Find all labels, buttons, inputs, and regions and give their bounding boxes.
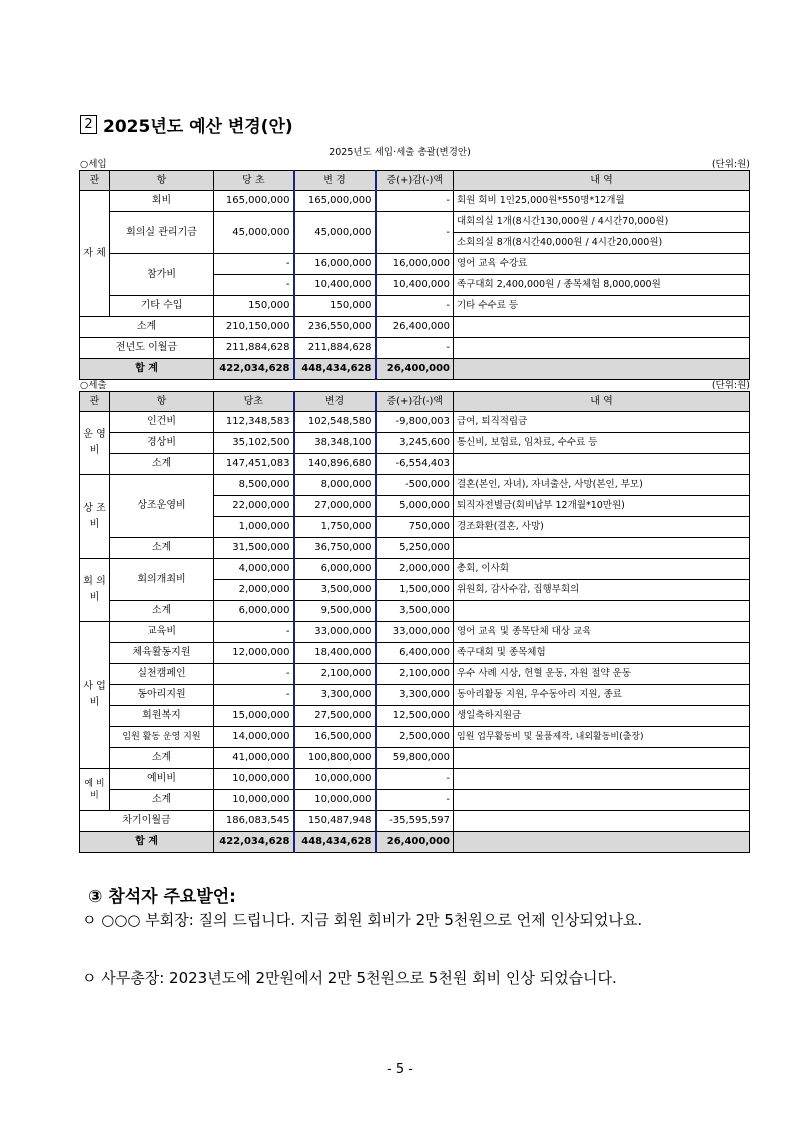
orig-cell: 14,000,000 [214, 727, 294, 748]
orig-cell: - [214, 254, 294, 275]
diff-cell: 2,000,000 [376, 559, 454, 580]
table-row [80, 191, 750, 212]
diff-cell: 1,500,000 [376, 580, 454, 601]
subtotal-row [80, 790, 750, 811]
diff-cell: -35,595,597 [376, 811, 454, 832]
income-label: ○세입 [80, 159, 107, 170]
changed-cell: 10,000,000 [294, 790, 376, 811]
diff-cell: 2,500,000 [376, 727, 454, 748]
orig-cell: - [214, 685, 294, 706]
changed-cell: 236,550,000 [294, 317, 376, 338]
table-row [80, 685, 750, 706]
subtotal-row [80, 317, 750, 338]
desc-cell: 생일축하지원금 [454, 706, 750, 727]
diff-cell: 3,300,000 [376, 685, 454, 706]
diff-cell: 3,245,600 [376, 433, 454, 454]
item-cell: 소계 [110, 790, 214, 811]
subtotal-row [80, 748, 750, 769]
income-subheader [80, 156, 750, 170]
item-cell: 소계 [110, 601, 214, 622]
expense-unit: (단위:원) [711, 380, 750, 391]
item-cell: 회의실 관리기금 [110, 212, 214, 254]
changed-cell: 18,400,000 [294, 643, 376, 664]
desc-cell [454, 317, 750, 338]
item-cell: 상조운영비 [110, 475, 214, 538]
expense-label: ○세출 [80, 380, 107, 391]
orig-cell: 8,500,000 [214, 475, 294, 496]
group-label: 자 체 [80, 191, 110, 317]
desc-cell [454, 601, 750, 622]
item-cell: 전년도 이월금 [80, 338, 214, 359]
col-header: 변 경 [294, 171, 376, 191]
orig-cell: 12,000,000 [214, 643, 294, 664]
diff-cell: 12,500,000 [376, 706, 454, 727]
table-row [80, 727, 750, 748]
desc-cell: 퇴직자전별금(회비납부 12개월*10만원) [454, 496, 750, 517]
diff-cell: - [376, 769, 454, 790]
diff-cell: 5,000,000 [376, 496, 454, 517]
item-cell: 인건비 [110, 412, 214, 433]
orig-cell: 10,000,000 [214, 790, 294, 811]
item-cell: 회원복지 [110, 706, 214, 727]
diff-cell: - [376, 790, 454, 811]
item-cell: 소계 [110, 454, 214, 475]
orig-cell: 422,034,628 [214, 359, 294, 380]
changed-cell: 16,000,000 [294, 254, 376, 275]
changed-cell: 38,348,100 [294, 433, 376, 454]
col-header: 항 [110, 392, 214, 412]
desc-cell: 급여, 퇴직적립금 [454, 412, 750, 433]
item-cell: 동아리지원 [110, 685, 214, 706]
col-header: 증(+)감(-)액 [376, 392, 454, 412]
desc-cell: 경조화환(결혼, 사망) [454, 517, 750, 538]
table-row [80, 254, 750, 275]
desc-cell: 우수 사례 시상, 헌혈 운동, 자원 절약 운동 [454, 664, 750, 685]
orig-cell: 147,451,083 [214, 454, 294, 475]
changed-cell: 27,000,000 [294, 496, 376, 517]
changed-cell: 150,487,948 [294, 811, 376, 832]
table-row [80, 622, 750, 643]
col-header: 내 역 [454, 392, 750, 412]
table-row [80, 769, 750, 790]
diff-cell: 26,400,000 [376, 359, 454, 380]
changed-cell: 102,548,580 [294, 412, 376, 433]
table-row [80, 412, 750, 433]
item-cell: 소계 [110, 748, 214, 769]
orig-cell: 422,034,628 [214, 832, 294, 853]
diff-cell: 59,800,000 [376, 748, 454, 769]
desc-cell [454, 832, 750, 853]
diff-cell: 33,000,000 [376, 622, 454, 643]
diff-cell: 26,400,000 [376, 832, 454, 853]
table-row [80, 706, 750, 727]
changed-cell: 10,400,000 [294, 275, 376, 296]
diff-cell: 26,400,000 [376, 317, 454, 338]
diff-cell: -500,000 [376, 475, 454, 496]
item-cell: 합 계 [80, 359, 214, 380]
item-cell: 차기이월금 [80, 811, 214, 832]
desc-cell [454, 454, 750, 475]
diff-cell: -9,800,003 [376, 412, 454, 433]
orig-cell: 10,000,000 [214, 769, 294, 790]
changed-cell: 140,896,680 [294, 454, 376, 475]
item-cell: 기타 수입 [110, 296, 214, 317]
diff-cell: - [376, 338, 454, 359]
carry-row [80, 811, 750, 832]
section-2-title [80, 112, 293, 137]
changed-cell: 6,000,000 [294, 559, 376, 580]
table-row [80, 664, 750, 685]
total-row [80, 832, 750, 853]
changed-cell: 16,500,000 [294, 727, 376, 748]
desc-cell: 회원 회비 1인25,000원*550명*12개월 [454, 191, 750, 212]
changed-cell: 10,000,000 [294, 769, 376, 790]
desc-cell: 족구대회 및 종목체험 [454, 643, 750, 664]
diff-cell: - [376, 296, 454, 317]
orig-cell: 41,000,000 [214, 748, 294, 769]
income-unit: (단위:원) [711, 159, 750, 170]
col-header: 내 역 [454, 171, 750, 191]
desc-cell: 영어 교육 및 종목단체 대상 교육 [454, 622, 750, 643]
expense-table [79, 391, 750, 853]
subtotal-row [80, 601, 750, 622]
desc-cell: 통신비, 보험료, 임차료, 수수료 등 [454, 433, 750, 454]
item-cell: 회의개최비 [110, 559, 214, 601]
table-row [80, 212, 750, 233]
changed-cell: 1,750,000 [294, 517, 376, 538]
table-row [80, 643, 750, 664]
changed-cell: 448,434,628 [294, 359, 376, 380]
desc-cell: 족구대회 2,400,000원 / 종목체험 8,000,000원 [454, 275, 750, 296]
desc-cell: 결혼(본인, 자녀), 자녀출산, 사망(본인, 부모) [454, 475, 750, 496]
orig-cell: - [214, 275, 294, 296]
orig-cell: 15,000,000 [214, 706, 294, 727]
expense-subheader [80, 377, 750, 391]
group-label: 상 조 비 [80, 475, 110, 559]
desc-cell [454, 790, 750, 811]
income-table [79, 170, 750, 380]
desc-cell [454, 748, 750, 769]
desc-cell [454, 538, 750, 559]
item-cell: 경상비 [110, 433, 214, 454]
remark-paragraph: ㅇ ○○○ 부회장: 질의 드립니다. 지금 회원 회비가 2만 5천원으로 언제 인상되었나요. [82, 911, 643, 929]
diff-cell: 16,000,000 [376, 254, 454, 275]
subtotal-row [80, 538, 750, 559]
orig-cell: 6,000,000 [214, 601, 294, 622]
col-header: 항 [110, 171, 214, 191]
page-number: - 5 - [387, 1062, 413, 1077]
orig-cell: 112,348,583 [214, 412, 294, 433]
table-row [80, 475, 750, 496]
diff-cell: 2,100,000 [376, 664, 454, 685]
item-cell: 교육비 [110, 622, 214, 643]
group-label: 예 비 비 [80, 769, 110, 811]
orig-cell: - [214, 664, 294, 685]
item-cell: 참가비 [110, 254, 214, 296]
changed-cell: 165,000,000 [294, 191, 376, 212]
col-header: 증(+)감(-)액 [376, 171, 454, 191]
item-cell: 실천캠페인 [110, 664, 214, 685]
changed-cell: 8,000,000 [294, 475, 376, 496]
item-cell: 체육활동지원 [110, 643, 214, 664]
desc-cell [454, 338, 750, 359]
changed-cell: 3,500,000 [294, 580, 376, 601]
remark-paragraph: ㅇ 사무총장: 2023년도에 2만원에서 2만 5천원으로 5천원 회비 인상 되었습니다. [82, 969, 617, 987]
orig-cell: 1,000,000 [214, 517, 294, 538]
section-title-text: 2025년도 예산 변경(안) [103, 117, 293, 137]
subtotal-row [80, 454, 750, 475]
diff-cell: 750,000 [376, 517, 454, 538]
table-row [80, 433, 750, 454]
diff-cell: -6,554,403 [376, 454, 454, 475]
desc-cell: 영어 교육 수강료 [454, 254, 750, 275]
changed-cell: 33,000,000 [294, 622, 376, 643]
table-row [80, 559, 750, 580]
desc-cell: 소회의실 8개(8시간40,000원 / 4시간20,000원) [454, 233, 750, 254]
changed-cell: 3,300,000 [294, 685, 376, 706]
diff-cell: - [376, 212, 454, 254]
section-3-title: ③ 참석자 주요발언: [88, 887, 236, 907]
diff-cell: 5,250,000 [376, 538, 454, 559]
orig-cell: 211,884,628 [214, 338, 294, 359]
table-row [80, 296, 750, 317]
changed-cell: 27,500,000 [294, 706, 376, 727]
orig-cell: 31,500,000 [214, 538, 294, 559]
item-cell: 예비비 [110, 769, 214, 790]
col-header: 당 초 [214, 171, 294, 191]
group-label: 운 영 비 [80, 412, 110, 475]
changed-cell: 36,750,000 [294, 538, 376, 559]
income-header-row [80, 171, 750, 191]
changed-cell: 100,800,000 [294, 748, 376, 769]
orig-cell: 210,150,000 [214, 317, 294, 338]
changed-cell: 150,000 [294, 296, 376, 317]
changed-cell: 211,884,628 [294, 338, 376, 359]
orig-cell: 4,000,000 [214, 559, 294, 580]
section-number-box: 2 [80, 115, 97, 134]
orig-cell: 186,083,545 [214, 811, 294, 832]
changed-cell: 9,500,000 [294, 601, 376, 622]
orig-cell: - [214, 622, 294, 643]
item-cell: 회비 [110, 191, 214, 212]
changed-cell: 2,100,000 [294, 664, 376, 685]
item-cell: 소계 [80, 317, 214, 338]
group-label: 사 업 비 [80, 622, 110, 769]
col-header: 변경 [294, 392, 376, 412]
orig-cell: 35,102,500 [214, 433, 294, 454]
item-cell: 임원 활동 운영 지원 [110, 727, 214, 748]
changed-cell: 45,000,000 [294, 212, 376, 254]
orig-cell: 45,000,000 [214, 212, 294, 254]
desc-cell [454, 769, 750, 790]
desc-cell: 대회의실 1개(8시간130,000원 / 4시간70,000원) [454, 212, 750, 233]
expense-header-row [80, 392, 750, 412]
desc-cell: 위원회, 감사수감, 집행부회의 [454, 580, 750, 601]
diff-cell: 10,400,000 [376, 275, 454, 296]
item-cell: 합 계 [80, 832, 214, 853]
desc-cell: 임원 업무활동비 및 물품제작, 내외활동비(출장) [454, 727, 750, 748]
col-header: 당초 [214, 392, 294, 412]
orig-cell: 150,000 [214, 296, 294, 317]
diff-cell: 6,400,000 [376, 643, 454, 664]
carry-row [80, 338, 750, 359]
diff-cell: 3,500,000 [376, 601, 454, 622]
desc-cell: 기타 수수료 등 [454, 296, 750, 317]
orig-cell: 165,000,000 [214, 191, 294, 212]
desc-cell [454, 811, 750, 832]
col-header: 관 [80, 171, 110, 191]
table-caption: 2025년도 세입·세출 총괄(변경안) [329, 147, 471, 158]
orig-cell: 2,000,000 [214, 580, 294, 601]
desc-cell: 동아리활동 지원, 우수동아리 지원, 종료 [454, 685, 750, 706]
col-header: 관 [80, 392, 110, 412]
group-label: 회 의 비 [80, 559, 110, 622]
item-cell: 소계 [110, 538, 214, 559]
orig-cell: 22,000,000 [214, 496, 294, 517]
changed-cell: 448,434,628 [294, 832, 376, 853]
diff-cell: - [376, 191, 454, 212]
desc-cell: 총회, 이사회 [454, 559, 750, 580]
